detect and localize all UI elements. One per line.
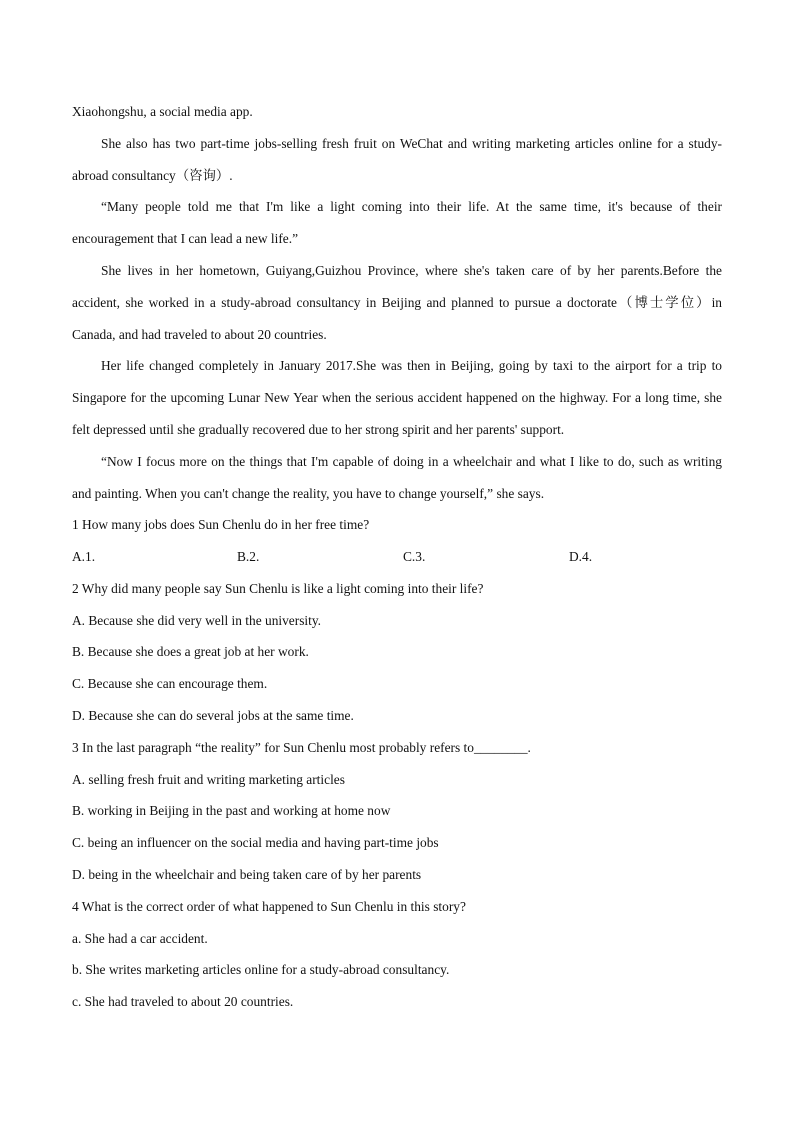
question-3-stem: 3 In the last paragraph “the reality” for Sun Chenlu most probably refers to________. [72,740,531,755]
question-2-option-a: A. Because she did very well in the university. [72,613,322,628]
question-2-option-d: D. Because she can do several jobs at the same time. [72,708,354,723]
question-4-item-b: b. She writes marketing articles online for a study-abroad consultancy. [72,962,450,977]
question-1-option-a: A.1. [72,549,96,564]
question-2-option-c: C. Because she can encourage them. [72,676,268,691]
question-4-stem: 4 What is the correct order of what happened to Sun Chenlu in this story? [72,899,466,914]
question-2-option-b: B. Because she does a great job at her work. [72,644,309,659]
question-1-option-c: C.3. [403,549,426,564]
question-4-item-a: a. She had a car accident. [72,931,208,946]
passage-paragraph-6: “Now I focus more on the things that I'm capable of doing in a wheelchair and what I like to do, such as writing and painting. When you can't change the reality, you have to change yourself,” she says. [72,454,722,501]
question-1-option-b: B.2. [237,549,260,564]
question-4-item-c: c. She had traveled to about 20 countries. [72,994,294,1009]
question-3-option-b: B. working in Beijing in the past and working at home now [72,803,391,818]
question-2-stem: 2 Why did many people say Sun Chenlu is like a light coming into their life? [72,581,484,596]
passage-paragraph-2: She also has two part-time jobs-selling fresh fruit on WeChat and writing marketing articles online for a study-abroad consultancy（咨询）. [72,136,722,183]
question-3-option-a: A. selling fresh fruit and writing marketing articles [72,772,345,787]
question-3-option-c: C. being an influencer on the social media and having part-time jobs [72,835,439,850]
passage-paragraph-3: “Many people told me that I'm like a light coming into their life. At the same time, it's because of their encouragement that I can lead a new life.” [72,199,722,246]
passage-fragment: Xiaohongshu, a social media app. [72,104,253,119]
question-1-stem: 1 How many jobs does Sun Chenlu do in her free time? [72,517,370,532]
passage-paragraph-4: She lives in her hometown, Guiyang,Guizhou Province, where she's taken care of by her parents.Before the accident, she worked in a study-abroad consultancy in Beijing and planned to pursue a doctorate（博士学位）in Canada, and had traveled to about 20 countries. [72,263,722,342]
question-3-option-d: D. being in the wheelchair and being taken care of by her parents [72,867,422,882]
question-1-option-d: D.4. [569,549,593,564]
passage-paragraph-5: Her life changed completely in January 2017.She was then in Beijing, going by taxi to the airport for a trip to Singapore for the upcoming Lunar New Year when the serious accident happened on the highway. For a long time, she felt depressed until she gradually recovered due to her strong spirit and her parents' support. [72,358,722,437]
